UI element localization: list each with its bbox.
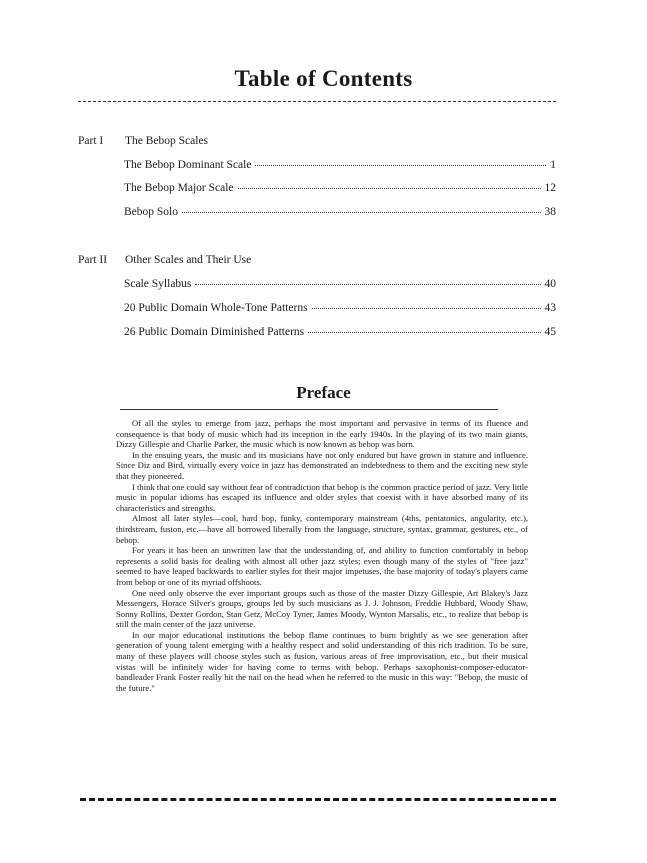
toc-entry-page: 38 (544, 206, 556, 218)
dot-leader (255, 165, 546, 166)
title-divider (78, 101, 556, 102)
toc-entry-title: The Bebop Dominant Scale (124, 159, 252, 171)
dot-leader (182, 212, 541, 213)
toc-entry-page: 12 (544, 182, 556, 194)
part-label: Part I (78, 135, 104, 147)
toc-entry-page: 1 (550, 159, 556, 171)
part-name: The Bebop Scales (125, 135, 209, 147)
toc-entry-title: Scale Syllabus (124, 278, 192, 290)
toc-entry-page: 43 (544, 302, 556, 314)
toc-entry-title: 26 Public Domain Diminished Patterns (124, 326, 305, 338)
toc-entry[interactable] (124, 326, 556, 338)
toc-title: Table of Contents (234, 66, 413, 91)
preface-title: Preface (296, 383, 351, 402)
part-heading-1 (78, 135, 208, 147)
dot-leader (308, 332, 540, 333)
preface-paragraph: One need only observe the ever important groups such as those of the master Dizzy Gillespie, Art Blakey's Jazz Messengers, Horace Silver's groups, groups led by such musicians as J. J. Johnson, Freddie Hubbard, Woody Shaw, Sonny Rollins, Dexter Gordon, Stan Getz, McCoy Tyner, James Moody, Wynton Marsalis, etc., to realize that bebop is still the main center of the jazz universe. (116, 587, 528, 630)
part-heading-2 (78, 254, 251, 266)
toc-entry-title: Bebop Solo (124, 206, 178, 218)
preface-paragraph: I think that one could say without fear of contradiction that bebop is the common practice period of jazz. Very little music in popular idioms has escaped its influence and older styles that coexist with it have absorbed many of its characteristics and strengths. (116, 481, 528, 513)
dot-leader (312, 308, 541, 309)
toc-entry[interactable] (124, 302, 556, 314)
preface-divider (120, 409, 498, 410)
preface-paragraph: For years it has been an unwritten law that the understanding of, and ability to function comfortably in bebop represents a solid basis for dealing with almost all other jazz styles; even though many of the styles of "free jazz" seemed to have leaped backwards to earlier styles for their major impetuses, the base majority of today's players came from bebop or one of its myriad offshoots. (116, 545, 528, 587)
preface-body (116, 418, 528, 693)
part-name: Other Scales and Their Use (125, 254, 252, 266)
preface-paragraph: In the ensuing years, the music and its musicians have not only endured but have grown in stature and influence. Since Diz and Bird, virtually every voice in jazz has demonstrated an indebtedness to them and the exciting new style that they pioneered. (116, 449, 528, 481)
dot-leader (238, 188, 541, 189)
toc-entry-page: 45 (544, 326, 556, 338)
toc-entry-page: 40 (544, 278, 556, 290)
part-label: Part II (78, 254, 108, 266)
footer-divider (80, 798, 556, 801)
toc-entry[interactable] (124, 278, 556, 290)
toc-entry[interactable] (124, 206, 556, 218)
preface-paragraph: Almost all later styles—cool, hard bop, funky, contemporary mainstream (4ths, pentatonics, angularity, etc.), thirdstream, fusion, etc.—have all borrowed liberally from the language, structure, syntax, grammar, gestures, etc., of bebop. (116, 513, 528, 545)
toc-entry-title: The Bebop Major Scale (124, 182, 234, 194)
preface-paragraph: Of all the styles to emerge from jazz, perhaps the most important and pervasive in terms of its fluence and consequence is that body of music which had its inception in the early 1940s. In the playing of its two main giants, Dizzy Gillespie and Charlie Parker, the music which is now known as bebop was born. (116, 418, 528, 450)
dot-leader (195, 284, 540, 285)
toc-entry-title: 20 Public Domain Whole-Tone Patterns (124, 302, 308, 314)
toc-entry[interactable] (124, 159, 556, 171)
toc-entry[interactable] (124, 182, 556, 194)
preface-paragraph: In our major educational institutions the bebop flame continues to burn brightly as we see generation after generation of young talent emerging with a healthy respect and solid understanding of this rich tradition. To be sure, many of these players will choose styles such as fusion, various areas of free improvisation, etc., but their musical vistas will be infinitely wider for having come to terms with bebop. Perhaps saxophonist-composer-educator-bandleader Frank Foster really hit the nail on the head when he referred to the music in this way: "Bebop, the music of the future." (116, 629, 528, 693)
